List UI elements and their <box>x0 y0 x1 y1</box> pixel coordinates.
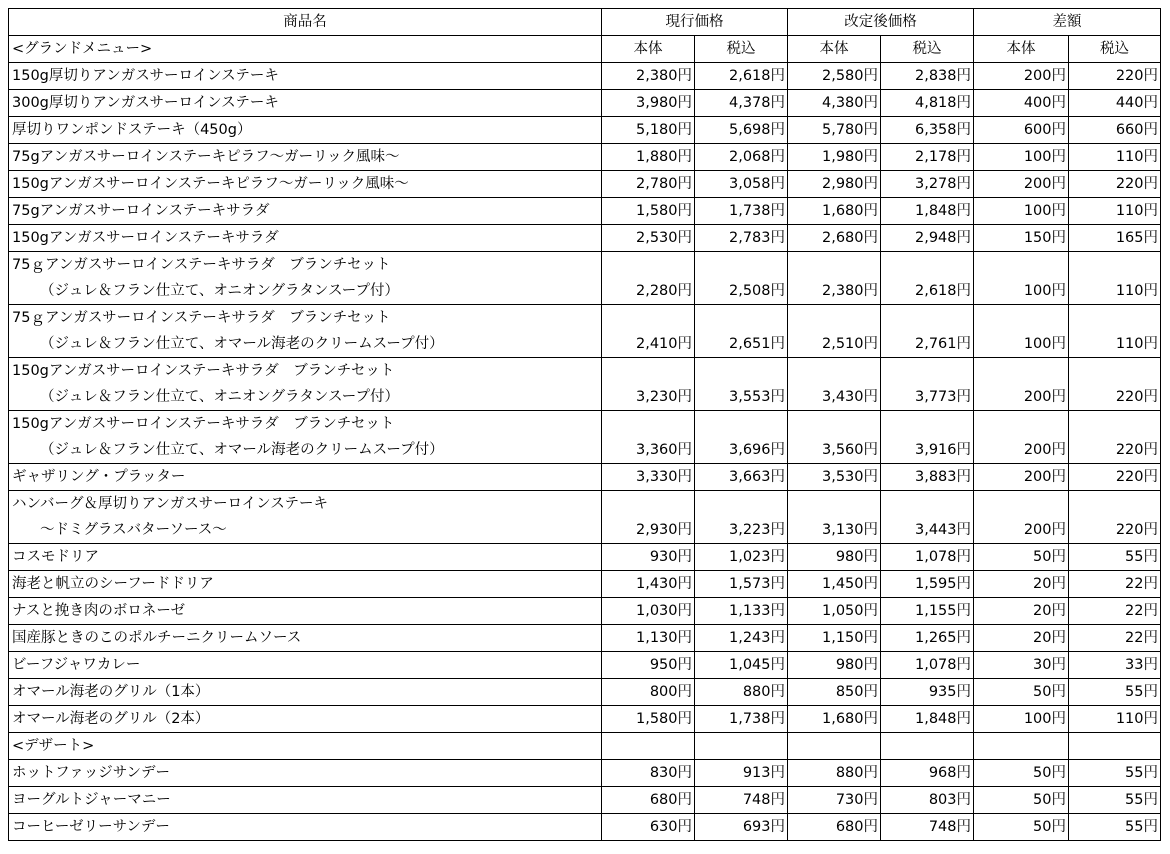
current-base-price: 2,930円 <box>602 491 695 544</box>
diff-base-price: 50円 <box>974 679 1069 706</box>
table-row <box>9 491 1161 544</box>
product-name-cell <box>9 571 602 598</box>
product-name-line: オマール海老のグリル（2本） <box>12 711 210 727</box>
product-name-cell <box>9 625 602 652</box>
revised-base-price: 3,430円 <box>788 358 881 411</box>
product-name-line: 75ｇアンガスサーロインステーキサラダ ブランチセット <box>12 257 391 273</box>
header-product-name: 商品名 <box>9 9 602 36</box>
product-name-cell <box>9 760 602 787</box>
diff-tax-price: 220円 <box>1069 411 1161 464</box>
product-name-line: 海老と帆立のシーフードドリア <box>12 576 214 592</box>
product-name-cell <box>9 464 602 491</box>
revised-base-price: 2,580円 <box>788 63 881 90</box>
product-name-cell <box>9 90 602 117</box>
current-tax-price: 693円 <box>695 814 788 841</box>
diff-base-price: 20円 <box>974 598 1069 625</box>
empty-cell <box>974 733 1069 760</box>
diff-base-price: 100円 <box>974 305 1069 358</box>
revised-tax-price: 6,358円 <box>881 117 974 144</box>
table-row <box>9 63 1161 90</box>
product-name-line: ～ドミグラスバターソース～ <box>40 522 227 538</box>
diff-tax-price: 110円 <box>1069 198 1161 225</box>
current-base-price: 2,530円 <box>602 225 695 252</box>
product-name-line: ホットファッジサンデー <box>12 765 171 781</box>
diff-tax-price: 22円 <box>1069 571 1161 598</box>
revised-base-price: 3,130円 <box>788 491 881 544</box>
revised-tax-price: 1,078円 <box>881 544 974 571</box>
revised-tax-price: 2,838円 <box>881 63 974 90</box>
header-row <box>9 9 1161 36</box>
revised-base-price: 4,380円 <box>788 90 881 117</box>
current-base-price: 930円 <box>602 544 695 571</box>
current-base-price: 2,780円 <box>602 171 695 198</box>
revised-base-price: 730円 <box>788 787 881 814</box>
product-name-line: （ジュレ＆フラン仕立て、オニオングラタンスープ付） <box>40 283 400 299</box>
product-name-line: ハンバーグ＆厚切りアンガスサーロインステーキ <box>12 496 328 512</box>
diff-tax-price: 55円 <box>1069 679 1161 706</box>
subheader-cell: 税込 <box>1069 36 1161 63</box>
header-revised-price: 改定後価格 <box>788 9 974 36</box>
current-base-price: 950円 <box>602 652 695 679</box>
diff-base-price: 30円 <box>974 652 1069 679</box>
revised-base-price: 2,510円 <box>788 305 881 358</box>
product-name-cell <box>9 544 602 571</box>
product-name-line: （ジュレ＆フラン仕立て、オマール海老のクリームスープ付） <box>40 442 444 458</box>
table-row <box>9 760 1161 787</box>
current-tax-price: 1,133円 <box>695 598 788 625</box>
table-row <box>9 814 1161 841</box>
diff-base-price: 200円 <box>974 171 1069 198</box>
current-tax-price: 2,068円 <box>695 144 788 171</box>
product-name-cell <box>9 171 602 198</box>
diff-base-price: 200円 <box>974 358 1069 411</box>
revised-base-price: 3,530円 <box>788 464 881 491</box>
empty-cell <box>1069 733 1161 760</box>
section-label: <グランドメニュー> <box>9 36 602 63</box>
revised-base-price: 980円 <box>788 544 881 571</box>
table-row <box>9 252 1161 305</box>
product-name-line: ナスと挽き肉のボロネーゼ <box>12 603 186 619</box>
product-name-line: 厚切りワンポンドステーキ（450g） <box>12 122 252 138</box>
revised-tax-price: 3,443円 <box>881 491 974 544</box>
section-row <box>9 733 1161 760</box>
diff-base-price: 100円 <box>974 252 1069 305</box>
diff-base-price: 200円 <box>974 63 1069 90</box>
current-base-price: 2,410円 <box>602 305 695 358</box>
current-tax-price: 1,023円 <box>695 544 788 571</box>
product-name-cell <box>9 305 602 358</box>
diff-tax-price: 22円 <box>1069 598 1161 625</box>
diff-base-price: 150円 <box>974 225 1069 252</box>
subheader-cell: 本体 <box>602 36 695 63</box>
current-base-price: 2,380円 <box>602 63 695 90</box>
diff-tax-price: 220円 <box>1069 491 1161 544</box>
revised-tax-price: 748円 <box>881 814 974 841</box>
revised-tax-price: 3,773円 <box>881 358 974 411</box>
product-name-line: ギャザリング・プラッター <box>12 469 186 485</box>
table-row <box>9 225 1161 252</box>
product-name-cell <box>9 252 602 305</box>
current-tax-price: 1,738円 <box>695 706 788 733</box>
product-name-cell <box>9 63 602 90</box>
product-name-line: 国産豚ときのこのポルチーニクリームソース <box>12 630 302 646</box>
empty-cell <box>881 733 974 760</box>
current-tax-price: 2,783円 <box>695 225 788 252</box>
revised-tax-price: 1,155円 <box>881 598 974 625</box>
revised-base-price: 5,780円 <box>788 117 881 144</box>
revised-tax-price: 803円 <box>881 787 974 814</box>
product-name-cell <box>9 225 602 252</box>
diff-tax-price: 55円 <box>1069 814 1161 841</box>
current-tax-price: 748円 <box>695 787 788 814</box>
revised-base-price: 3,560円 <box>788 411 881 464</box>
table-row <box>9 305 1161 358</box>
table-row <box>9 625 1161 652</box>
diff-base-price: 200円 <box>974 411 1069 464</box>
subheader-cell: 本体 <box>788 36 881 63</box>
current-tax-price: 4,378円 <box>695 90 788 117</box>
diff-base-price: 50円 <box>974 814 1069 841</box>
table-row <box>9 544 1161 571</box>
product-name-cell <box>9 598 602 625</box>
current-base-price: 3,330円 <box>602 464 695 491</box>
product-name-line: 150g厚切りアンガスサーロインステーキ <box>12 68 279 84</box>
price-revision-table <box>8 8 1161 841</box>
diff-tax-price: 110円 <box>1069 706 1161 733</box>
revised-tax-price: 1,848円 <box>881 198 974 225</box>
product-name-cell <box>9 144 602 171</box>
product-name-line: 150gアンガスサーロインステーキサラダ ブランチセット <box>12 363 395 379</box>
table-row <box>9 198 1161 225</box>
price-table-container <box>8 8 1160 841</box>
diff-tax-price: 220円 <box>1069 171 1161 198</box>
revised-base-price: 1,150円 <box>788 625 881 652</box>
current-base-price: 680円 <box>602 787 695 814</box>
current-base-price: 3,230円 <box>602 358 695 411</box>
table-row <box>9 787 1161 814</box>
table-row <box>9 652 1161 679</box>
revised-tax-price: 1,078円 <box>881 652 974 679</box>
product-name-cell <box>9 787 602 814</box>
empty-cell <box>788 733 881 760</box>
table-row <box>9 171 1161 198</box>
revised-tax-price: 1,595円 <box>881 571 974 598</box>
product-name-line: 300g厚切りアンガスサーロインステーキ <box>12 95 279 111</box>
revised-tax-price: 2,618円 <box>881 252 974 305</box>
table-body <box>9 36 1161 841</box>
revised-tax-price: 3,916円 <box>881 411 974 464</box>
revised-base-price: 1,680円 <box>788 198 881 225</box>
current-tax-price: 880円 <box>695 679 788 706</box>
product-name-line: （ジュレ＆フラン仕立て、オマール海老のクリームスープ付） <box>40 336 444 352</box>
current-tax-price: 2,651円 <box>695 305 788 358</box>
revised-tax-price: 3,883円 <box>881 464 974 491</box>
product-name-line: オマール海老のグリル（1本） <box>12 684 210 700</box>
diff-tax-price: 220円 <box>1069 464 1161 491</box>
current-tax-price: 2,618円 <box>695 63 788 90</box>
subheader-cell: 税込 <box>695 36 788 63</box>
revised-tax-price: 968円 <box>881 760 974 787</box>
revised-base-price: 1,450円 <box>788 571 881 598</box>
product-name-line: ビーフジャワカレー <box>12 657 141 673</box>
diff-tax-price: 440円 <box>1069 90 1161 117</box>
diff-base-price: 20円 <box>974 571 1069 598</box>
product-name-cell <box>9 358 602 411</box>
diff-base-price: 200円 <box>974 491 1069 544</box>
table-row <box>9 679 1161 706</box>
revised-tax-price: 2,761円 <box>881 305 974 358</box>
current-tax-price: 3,223円 <box>695 491 788 544</box>
current-tax-price: 1,738円 <box>695 198 788 225</box>
current-base-price: 1,580円 <box>602 706 695 733</box>
diff-tax-price: 33円 <box>1069 652 1161 679</box>
product-name-line: ヨーグルトジャーマニー <box>12 792 171 808</box>
diff-base-price: 400円 <box>974 90 1069 117</box>
table-row <box>9 706 1161 733</box>
table-row <box>9 411 1161 464</box>
table-row <box>9 598 1161 625</box>
table-row <box>9 144 1161 171</box>
current-base-price: 630円 <box>602 814 695 841</box>
revised-tax-price: 4,818円 <box>881 90 974 117</box>
current-base-price: 1,580円 <box>602 198 695 225</box>
current-tax-price: 3,058円 <box>695 171 788 198</box>
product-name-line: 75ｇアンガスサーロインステーキサラダ ブランチセット <box>12 310 391 326</box>
diff-base-price: 50円 <box>974 544 1069 571</box>
product-name-cell <box>9 198 602 225</box>
product-name-line: （ジュレ＆フラン仕立て、オニオングラタンスープ付） <box>40 389 400 405</box>
revised-base-price: 880円 <box>788 760 881 787</box>
revised-tax-price: 2,948円 <box>881 225 974 252</box>
product-name-cell <box>9 652 602 679</box>
current-tax-price: 3,663円 <box>695 464 788 491</box>
diff-base-price: 100円 <box>974 144 1069 171</box>
current-base-price: 1,030円 <box>602 598 695 625</box>
diff-base-price: 100円 <box>974 706 1069 733</box>
section-row <box>9 36 1161 63</box>
table-row <box>9 571 1161 598</box>
product-name-cell <box>9 411 602 464</box>
revised-base-price: 1,680円 <box>788 706 881 733</box>
diff-base-price: 100円 <box>974 198 1069 225</box>
diff-tax-price: 55円 <box>1069 760 1161 787</box>
subheader-cell: 税込 <box>881 36 974 63</box>
revised-base-price: 2,680円 <box>788 225 881 252</box>
header-difference: 差額 <box>974 9 1161 36</box>
current-tax-price: 1,045円 <box>695 652 788 679</box>
diff-base-price: 50円 <box>974 760 1069 787</box>
current-base-price: 1,130円 <box>602 625 695 652</box>
diff-tax-price: 55円 <box>1069 544 1161 571</box>
revised-base-price: 1,980円 <box>788 144 881 171</box>
product-name-line: 150gアンガスサーロインステーキピラフ～ガーリック風味～ <box>12 176 409 192</box>
current-base-price: 3,360円 <box>602 411 695 464</box>
diff-base-price: 20円 <box>974 625 1069 652</box>
product-name-line: コーヒーゼリーサンデー <box>12 819 170 835</box>
current-tax-price: 5,698円 <box>695 117 788 144</box>
current-base-price: 3,980円 <box>602 90 695 117</box>
table-row <box>9 90 1161 117</box>
diff-base-price: 50円 <box>974 787 1069 814</box>
diff-tax-price: 660円 <box>1069 117 1161 144</box>
product-name-cell <box>9 679 602 706</box>
current-tax-price: 3,553円 <box>695 358 788 411</box>
current-tax-price: 1,573円 <box>695 571 788 598</box>
current-tax-price: 2,508円 <box>695 252 788 305</box>
diff-tax-price: 110円 <box>1069 252 1161 305</box>
diff-tax-price: 22円 <box>1069 625 1161 652</box>
current-tax-price: 1,243円 <box>695 625 788 652</box>
diff-base-price: 600円 <box>974 117 1069 144</box>
current-base-price: 1,880円 <box>602 144 695 171</box>
current-tax-price: 3,696円 <box>695 411 788 464</box>
revised-tax-price: 1,265円 <box>881 625 974 652</box>
empty-cell <box>602 733 695 760</box>
diff-tax-price: 220円 <box>1069 358 1161 411</box>
product-name-cell <box>9 491 602 544</box>
product-name-line: 75gアンガスサーロインステーキサラダ <box>12 203 270 219</box>
table-row <box>9 358 1161 411</box>
current-base-price: 800円 <box>602 679 695 706</box>
empty-cell <box>695 733 788 760</box>
diff-tax-price: 165円 <box>1069 225 1161 252</box>
diff-tax-price: 110円 <box>1069 305 1161 358</box>
product-name-cell <box>9 706 602 733</box>
header-current-price: 現行価格 <box>602 9 788 36</box>
revised-base-price: 2,980円 <box>788 171 881 198</box>
revised-base-price: 1,050円 <box>788 598 881 625</box>
diff-tax-price: 220円 <box>1069 63 1161 90</box>
table-row <box>9 117 1161 144</box>
current-tax-price: 913円 <box>695 760 788 787</box>
diff-base-price: 200円 <box>974 464 1069 491</box>
revised-base-price: 850円 <box>788 679 881 706</box>
subheader-cell: 本体 <box>974 36 1069 63</box>
section-label: <デザート> <box>9 733 602 760</box>
product-name-line: 150gアンガスサーロインステーキサラダ <box>12 230 279 246</box>
diff-tax-price: 55円 <box>1069 787 1161 814</box>
current-base-price: 1,430円 <box>602 571 695 598</box>
current-base-price: 830円 <box>602 760 695 787</box>
revised-tax-price: 935円 <box>881 679 974 706</box>
revised-base-price: 2,380円 <box>788 252 881 305</box>
revised-tax-price: 3,278円 <box>881 171 974 198</box>
revised-base-price: 980円 <box>788 652 881 679</box>
current-base-price: 2,280円 <box>602 252 695 305</box>
product-name-line: 150gアンガスサーロインステーキサラダ ブランチセット <box>12 416 395 432</box>
product-name-line: 75gアンガスサーロインステーキピラフ～ガーリック風味～ <box>12 149 400 165</box>
product-name-cell <box>9 117 602 144</box>
revised-tax-price: 1,848円 <box>881 706 974 733</box>
diff-tax-price: 110円 <box>1069 144 1161 171</box>
current-base-price: 5,180円 <box>602 117 695 144</box>
product-name-cell <box>9 814 602 841</box>
revised-tax-price: 2,178円 <box>881 144 974 171</box>
table-row <box>9 464 1161 491</box>
product-name-line: コスモドリア <box>12 549 99 565</box>
revised-base-price: 680円 <box>788 814 881 841</box>
